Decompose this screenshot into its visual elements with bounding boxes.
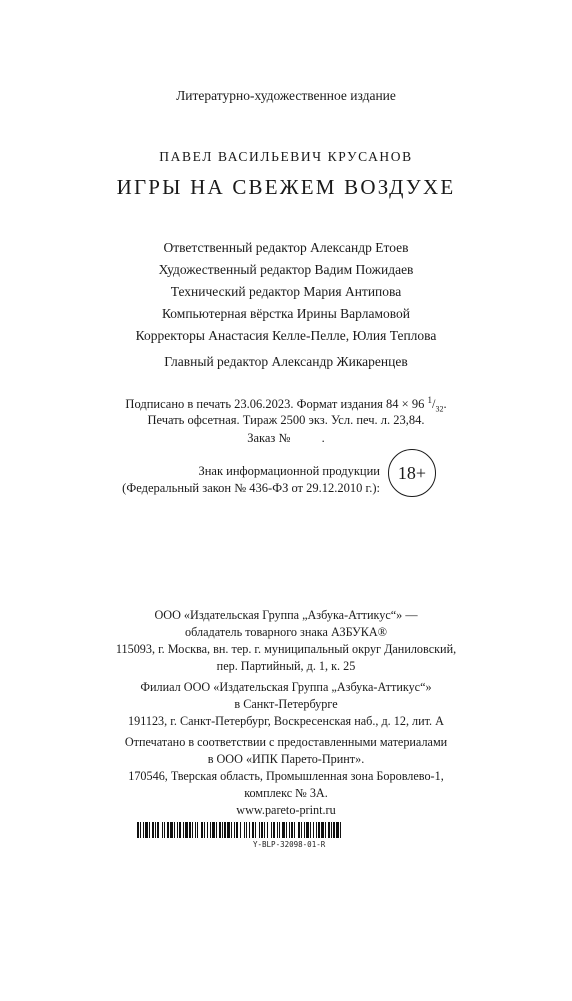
barcode-bar [137, 822, 139, 838]
barcode-bar [273, 822, 275, 838]
barcode-bar [177, 822, 178, 838]
barcode-bar [316, 822, 317, 838]
barcode-bar [216, 822, 217, 838]
barcode-bar [336, 822, 339, 838]
barcode-bar [234, 822, 235, 838]
barcode-bar [157, 822, 159, 838]
print-details: Печать офсетная. Тираж 2500 экз. Усл. печ. л. 23,84. [147, 413, 425, 427]
barcode-bar [145, 822, 148, 838]
barcode-bar [301, 822, 302, 838]
barcode-bar [325, 822, 326, 838]
barcode-bar [183, 822, 184, 838]
barcode [137, 822, 437, 840]
credit-line: Корректоры Анастасия Келле-Пелле, Юлия Теплова [135, 328, 437, 343]
barcode-bar [264, 822, 265, 838]
info-sign-label: Знак информационной продукции [198, 464, 380, 478]
credit-line: Технический редактор Мария Антипова [170, 284, 402, 299]
barcode-bar [164, 822, 165, 838]
barcode-bar [222, 822, 223, 838]
barcode-bar [236, 822, 238, 838]
barcode-bar [313, 822, 314, 838]
barcode-bar [210, 822, 211, 838]
printer-line: Отпечатано в соответствии с предоставленными материалами [124, 735, 448, 749]
barcode-bar [179, 822, 181, 838]
printer-line: в ООО «ИПК Парето-Принт». [207, 752, 365, 766]
barcode-bar [244, 822, 245, 838]
barcode-bar [304, 822, 305, 838]
publisher-line: обладатель товарного знака АЗБУКА® [185, 625, 387, 639]
barcode-bar [185, 822, 188, 838]
format-end: . [443, 397, 447, 412]
barcode-bar [249, 822, 250, 838]
barcode-bar [306, 822, 309, 838]
barcode-bar [340, 822, 341, 838]
branch-line: Филиал ООО «Издательская Группа „Азбука-Аттикус“» [140, 680, 432, 694]
branch-line: в Санкт-Петербурге [234, 697, 338, 711]
barcode-bar [279, 822, 280, 838]
barcode-bar [143, 822, 144, 838]
barcode-bar [321, 822, 324, 838]
author-name: ПАВЕЛ ВАСИЛЬЕВИЧ КРУСАНОВ [159, 149, 413, 164]
barcode-bar [298, 822, 300, 838]
barcode-bar [155, 822, 156, 838]
barcode-bar [310, 822, 311, 838]
publisher-line: ООО «Издательская Группа „Азбука-Аттикус“» — [154, 608, 418, 622]
branch-address: 191123, г. Санкт-Петербург, Воскресенская наб., д. 12, лит. А [128, 714, 444, 728]
barcode-bar [231, 822, 232, 838]
barcode-bar [286, 822, 287, 838]
barcode-bar [246, 822, 247, 838]
barcode-bar [192, 822, 193, 838]
barcode-bar [328, 822, 330, 838]
barcode-bar [271, 822, 272, 838]
barcode-bar [267, 822, 268, 838]
barcode-bar [252, 822, 254, 838]
barcode-bar [174, 822, 175, 838]
chief-editor: Главный редактор Александр Жикаренцев [164, 354, 408, 369]
publisher-address: 115093, г. Москва, вн. тер. г. муниципальный округ Даниловский, [115, 642, 457, 656]
credit-line: Компьютерная вёрстка Ирины Варламовой [161, 306, 411, 321]
order-number: Заказ № . [247, 431, 325, 445]
barcode-bar [294, 822, 295, 838]
barcode-bar [189, 822, 191, 838]
publisher-address: пер. Партийный, д. 1, к. 25 [216, 659, 356, 673]
barcode-bar [212, 822, 215, 838]
barcode-bar [149, 822, 150, 838]
barcode-bar [219, 822, 221, 838]
barcode-bar [289, 822, 290, 838]
barcode-bar [152, 822, 154, 838]
barcode-bar [331, 822, 332, 838]
credit-line: Художественный редактор Вадим Пожидаев [158, 262, 414, 277]
book-title: ИГРЫ НА СВЕЖЕМ ВОЗДУХЕ [116, 175, 456, 199]
barcode-bar [170, 822, 173, 838]
barcode-bar [277, 822, 278, 838]
barcode-bar [227, 822, 230, 838]
barcode-bar [240, 822, 241, 838]
age-rating-badge: 18+ [388, 449, 436, 497]
barcode-bar [318, 822, 320, 838]
barcode-bar [259, 822, 260, 838]
printer-website: www.pareto-print.ru [236, 803, 336, 817]
barcode-bar [195, 822, 196, 838]
print-signed-text: Подписано в печать 23.06.2023. Формат издания 84 × 96 [125, 397, 425, 412]
barcode-bar [167, 822, 169, 838]
info-sign-law: (Федеральный закон № 436-ФЗ от 29.12.2010 г.): [122, 481, 380, 495]
format-denominator: 32 [435, 404, 444, 414]
barcode-bar [207, 822, 208, 838]
barcode-bar [204, 822, 205, 838]
barcode-bar [261, 822, 263, 838]
barcode-bar [282, 822, 285, 838]
printer-address: комплекс № 3А. [244, 786, 328, 800]
format-numerator: 1 [427, 395, 432, 405]
credit-line: Ответственный редактор Александр Етоев [163, 240, 409, 255]
print-signed: Подписано в печать 23.06.2023. Формат издания 84 × 96 $^1/_{32}$. [125, 395, 447, 414]
printer-address: 170546, Тверская область, Промышленная зона Боровлево-1, [128, 769, 444, 783]
edition-type: Литературно-художественное издание [176, 88, 396, 103]
barcode-bar [201, 822, 203, 838]
barcode-bar [140, 822, 141, 838]
barcode-bar [197, 822, 198, 838]
barcode-bar [162, 822, 163, 838]
barcode-bar [224, 822, 226, 838]
barcode-caption: Y-BLP-32098-01-R [253, 840, 326, 849]
barcode-bar [333, 822, 335, 838]
barcode-bar [291, 822, 293, 838]
barcode-bar [255, 822, 256, 838]
